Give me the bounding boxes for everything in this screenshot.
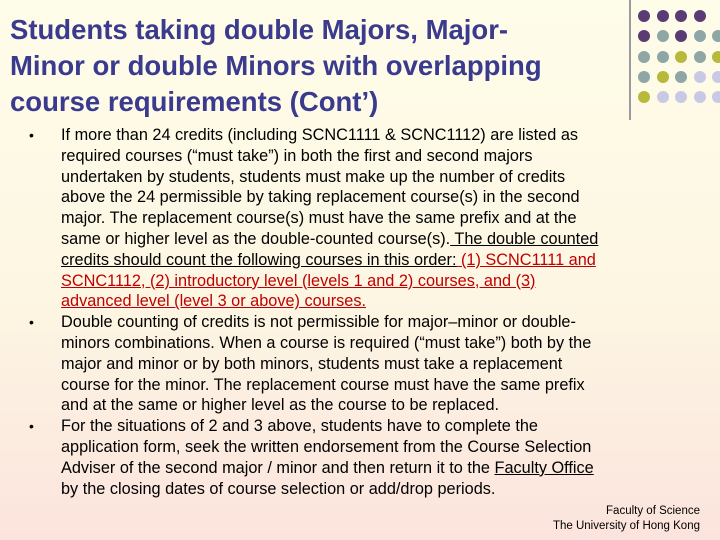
decorative-dot	[712, 91, 720, 103]
text-span: same or higher level as the double-counted course(s).	[61, 229, 451, 248]
slide-title	[10, 12, 645, 120]
decorative-dot	[675, 71, 687, 83]
decorative-dot	[657, 51, 669, 63]
bullet-item	[24, 312, 664, 416]
decorative-dot	[712, 71, 720, 83]
text-line	[61, 271, 664, 292]
decorative-dot	[712, 51, 720, 63]
text-line: Double counting of credits is not permissible for major–minor or double-	[61, 313, 576, 332]
decorative-dot	[675, 91, 687, 103]
decorative-dot	[712, 30, 720, 42]
text-line: If more than 24 credits (including SCNC1111 & SCNC1112) are listed as	[61, 126, 579, 144]
text-line: major. The replacement course(s) must have the same prefix and at the	[61, 209, 577, 228]
title-line: course requirements (Cont’)	[10, 86, 379, 117]
slide-body	[24, 125, 664, 499]
decorative-dot	[694, 30, 706, 42]
bullet-mark: •	[29, 418, 34, 435]
underlined-text: The double counted	[450, 229, 599, 248]
footer	[553, 504, 700, 534]
decorative-dot	[694, 71, 706, 83]
decorative-dot	[657, 71, 669, 83]
bullet-item	[24, 416, 664, 499]
decorative-dot	[694, 91, 706, 103]
text-line: above the 24 permissible by taking replacement course(s) in the second	[61, 188, 580, 207]
footer-university: The University of Hong Kong	[552, 520, 700, 532]
text-line: by the closing dates of course selection or add/drop periods.	[61, 479, 496, 498]
bullet-item	[24, 125, 664, 312]
text-line: application form, seek the written endorsement from the Course Selection	[61, 437, 592, 456]
decorative-dot	[657, 10, 669, 22]
text-line: course for the minor. The replacement course must have the same prefix	[61, 375, 585, 394]
bullet-mark: •	[29, 314, 34, 331]
text-line: minors combinations. When a course is required (“must take”) both by the	[61, 333, 592, 352]
faculty-office-link[interactable]: Faculty Office	[494, 458, 594, 477]
text-line	[61, 229, 664, 250]
text-line: For the situations of 2 and 3 above, students have to complete the	[61, 417, 538, 436]
underlined-text: credits should count the following courses in this order:	[61, 250, 457, 269]
red-emphasis-text: (1) SCNC1111 and	[456, 250, 596, 269]
decorative-dot	[675, 10, 687, 22]
decorative-dot	[657, 91, 669, 103]
text-line: major and minor or by both minors, students must take a replacement	[61, 354, 563, 373]
decorative-dot	[675, 30, 687, 42]
text-line: and at the same or higher level as the course to be replaced.	[61, 396, 500, 415]
text-line: undertaken by students, students must make up the number of credits	[61, 167, 566, 186]
red-emphasis-text: advanced level (level 3 or above) courses.	[61, 292, 366, 311]
decorative-dot	[694, 10, 706, 22]
decorative-dot	[675, 51, 687, 63]
title-line: Students taking double Majors, Major-	[10, 14, 509, 45]
text-line	[61, 458, 664, 479]
title-line: Minor or double Minors with overlapping	[10, 50, 542, 81]
decorative-dot	[657, 30, 669, 42]
text-line	[61, 291, 664, 312]
bullet-mark: •	[29, 127, 34, 143]
text-line	[61, 250, 664, 271]
footer-faculty: Faculty of Science	[606, 505, 700, 517]
text-line: required courses (“must take”) in both the first and second majors	[61, 146, 533, 165]
red-emphasis-text: SCNC1112, (2) introductory level (levels 1 and 2) courses, and (3)	[61, 271, 536, 290]
text-span: Adviser of the second major / minor and then return it to the	[61, 458, 495, 477]
decorative-dot	[694, 51, 706, 63]
